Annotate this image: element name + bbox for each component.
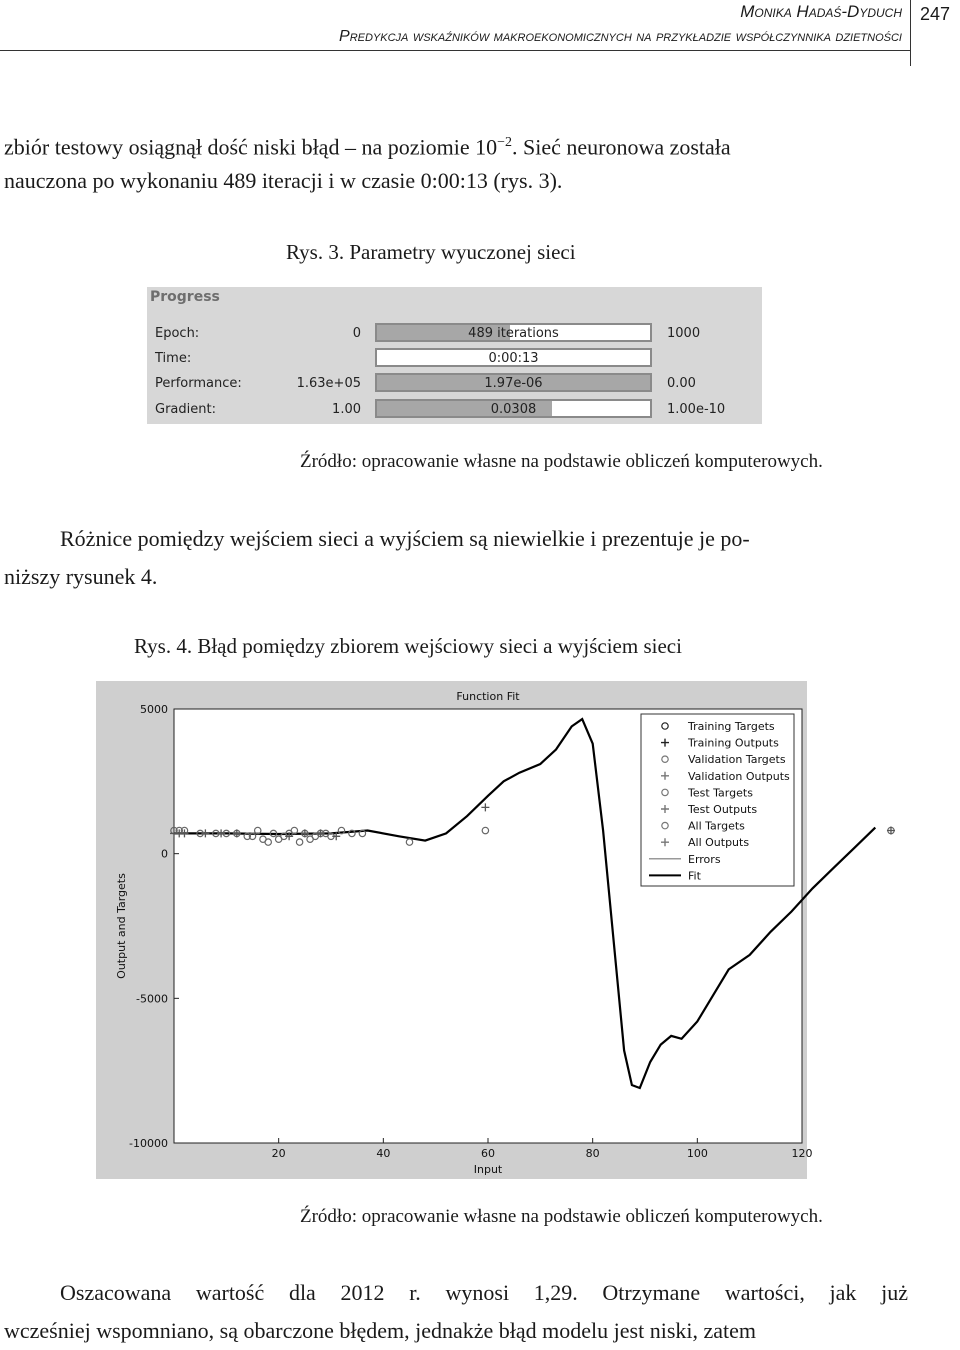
progress-row-label: Epoch:	[155, 326, 200, 341]
progress-row-end: 1000	[667, 326, 701, 341]
legend-entry-label: All Outputs	[688, 836, 750, 850]
progress-bar	[375, 323, 652, 342]
paragraph-1-line-2: nauczona po wykonaniu 489 iteracji i w czasie 0:00:13 (rys. 3).	[4, 168, 563, 193]
legend-entry-label: Test Targets	[688, 786, 753, 800]
paragraph-3-line-2: wcześniej wspomniano, są obarczone błędem, jednakże błąd modelu jest niski, zatem	[4, 1318, 757, 1343]
legend-entry-label: Training Outputs	[688, 736, 779, 750]
progress-row-end: 0.00	[667, 376, 696, 391]
progress-row-end: 1.00e-10	[667, 402, 726, 417]
y-axis-label: Output and Targets	[115, 873, 128, 979]
paragraph-1-line-1-end: . Sieć neuronowa została	[511, 134, 731, 160]
exponent: −2	[497, 135, 512, 150]
legend-entry-label: Test Outputs	[688, 803, 758, 816]
running-header-author: Monika Hadaś-Dyduch	[740, 2, 902, 21]
page-number: 247	[920, 4, 951, 24]
figure-4-source: Źródło: opracowanie własne na podstawie obliczeń komputerowych.	[300, 1206, 823, 1227]
y-tick-label: -10000	[129, 1137, 168, 1150]
x-tick-label: 80	[585, 1147, 600, 1160]
paragraph-3-line-1: Oszacowana wartość dla 2012 r. wynosi 1,29. Otrzymane wartości, jak już	[60, 1280, 908, 1305]
figure-4-caption: Rys. 4. Błąd pomiędzy zbiorem wejściowy sieci a wyjściem sieci	[134, 634, 682, 658]
progress-row-start: 1.63e+05	[296, 376, 361, 391]
progress-bar-value: 0:00:13	[488, 351, 539, 366]
x-tick-label: 20	[271, 1147, 286, 1160]
legend-entry-label: Validation Outputs	[688, 769, 790, 783]
paragraph-2-line-2: niższy rysunek 4.	[4, 564, 158, 589]
paragraph-1-line-1-text: zbiór testowy osiągnął dość niski błąd – na poziomie 10	[4, 134, 498, 160]
x-axis-label: Input	[473, 1163, 503, 1176]
progress-row	[147, 399, 762, 421]
x-tick-label: 120	[791, 1147, 813, 1160]
progress-row	[147, 348, 762, 370]
legend-entry-label: Validation Targets	[688, 753, 786, 767]
progress-row-label: Performance:	[155, 376, 242, 391]
progress-row-start: 1.00	[332, 402, 361, 417]
progress-bar-value: 0.0308	[490, 402, 537, 417]
paragraph-2-line-1: Różnice pomiędzy wejściem sieci a wyjściem są niewielkie i prezentuje je po-	[60, 526, 750, 551]
legend-entry-label: All Targets	[688, 819, 745, 833]
x-tick-label: 100	[686, 1147, 708, 1160]
header-vertical-rule	[910, 0, 911, 66]
y-tick-label: -5000	[136, 992, 168, 1006]
progress-title: Progress	[150, 289, 220, 305]
legend-entry-label: Training Targets	[688, 720, 775, 733]
progress-panel	[147, 287, 762, 424]
function-fit-chart	[96, 681, 813, 1179]
progress-bar	[375, 373, 652, 392]
header-rule	[0, 50, 910, 51]
output-point	[887, 827, 895, 835]
y-tick-label: 0	[161, 847, 168, 861]
progress-bar-value: 489 iterations	[468, 326, 559, 341]
progress-row-label: Gradient:	[155, 402, 216, 417]
progress-bar	[375, 348, 652, 367]
progress-row-start: 0	[352, 326, 361, 341]
y-tick-label: 5000	[140, 703, 168, 716]
chart-title: Function Fit	[456, 690, 520, 703]
figure-3-caption: Rys. 3. Parametry wyuczonej sieci	[286, 240, 576, 264]
figure-3-source: Źródło: opracowanie własne na podstawie obliczeń komputerowych.	[300, 451, 823, 472]
legend-entry-label: Errors	[688, 852, 721, 866]
progress-row	[147, 373, 762, 395]
x-tick-label: 60	[481, 1147, 495, 1160]
chart-svg	[96, 681, 813, 1179]
running-header-title: Predykcja wskaźników makroekonomicznych na przykładzie współczynnika dzietności	[339, 28, 902, 45]
legend-entry-label: Fit	[688, 869, 701, 883]
progress-row	[147, 323, 762, 345]
progress-bar	[375, 399, 652, 418]
x-tick-label: 40	[376, 1147, 391, 1160]
progress-bar-value: 1.97e-06	[484, 376, 543, 391]
paragraph-1-line-1	[4, 124, 731, 166]
progress-row-label: Time:	[155, 351, 192, 366]
